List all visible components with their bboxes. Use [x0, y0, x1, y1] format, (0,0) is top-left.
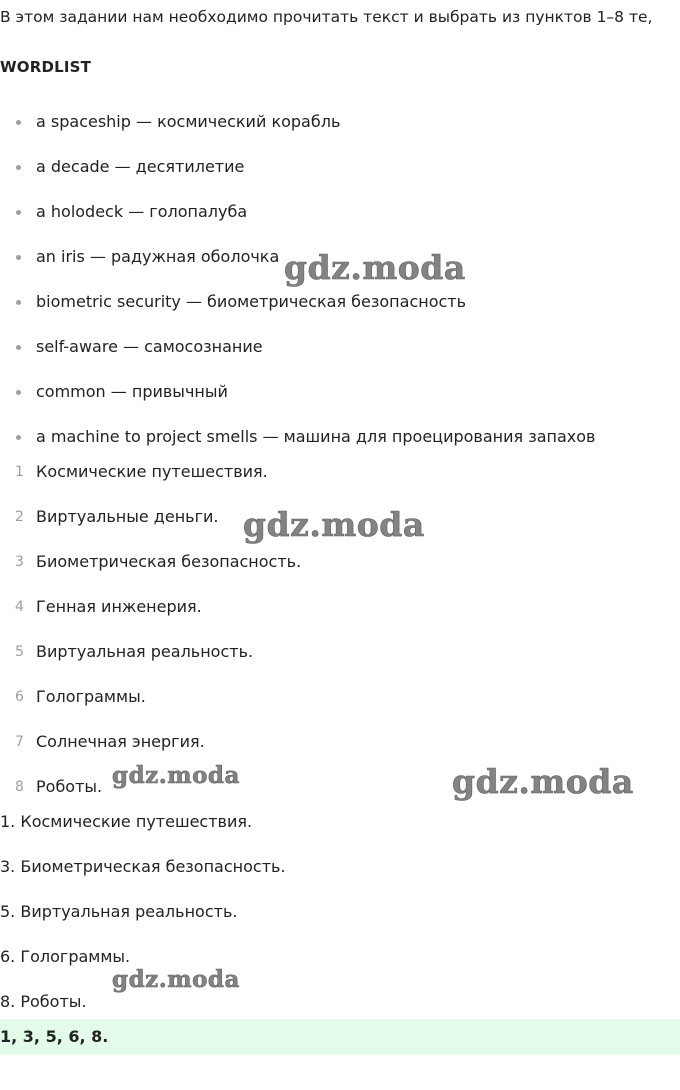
wordlist-item-text: a holodeck — голопалуба — [36, 202, 248, 221]
option-number: 1 — [15, 464, 24, 480]
watermark-logo: gdz.moda — [112, 762, 240, 789]
answer-item: 3. Биометрическая безопасность. — [0, 857, 286, 876]
wordlist-item-text: common — привычный — [36, 382, 228, 401]
wordlist-item-text: a machine to project smells — машина для проецирования запахов — [36, 427, 596, 446]
final-answer: 1, 3, 5, 6, 8. — [0, 1027, 109, 1046]
intro-text: В этом задании нам необходимо прочитать текст и выбрать из пунктов 1–8 те, — [0, 8, 653, 26]
bullet-icon — [16, 300, 21, 305]
option-text: Виртуальная реальность. — [36, 642, 254, 661]
option-text: Космические путешествия. — [36, 462, 268, 481]
bullet-icon — [16, 390, 21, 395]
bullet-icon — [16, 345, 21, 350]
wordlist-item-text: a decade — десятилетие — [36, 157, 245, 176]
bullet-icon — [16, 435, 21, 440]
option-text: Генная инженерия. — [36, 597, 202, 616]
option-number: 4 — [15, 599, 24, 615]
wordlist-item-text: a spaceship — космический корабль — [36, 112, 341, 131]
watermark-logo: gdz.moda — [112, 966, 240, 993]
wordlist-item-text: self-aware — самосознание — [36, 337, 263, 356]
bullet-icon — [16, 210, 21, 215]
wordlist-item-text: an iris — радужная оболочка — [36, 247, 280, 266]
bullet-icon — [16, 120, 21, 125]
wordlist-item-text: biometric security — биометрическая безопасность — [36, 292, 467, 311]
option-number: 3 — [15, 554, 24, 570]
option-number: 2 — [15, 509, 24, 525]
bullet-icon — [16, 165, 21, 170]
wordlist-heading: WORDLIST — [0, 58, 92, 76]
watermark-logo: gdz.moda — [452, 762, 634, 801]
answer-item: 8. Роботы. — [0, 992, 87, 1011]
answer-item: 1. Космические путешествия. — [0, 812, 253, 831]
option-number: 5 — [15, 644, 24, 660]
bullet-icon — [16, 255, 21, 260]
option-number: 8 — [15, 779, 24, 795]
option-text: Голограммы. — [36, 687, 146, 706]
watermark-logo: gdz.moda — [243, 505, 425, 544]
answer-item: 6. Голограммы. — [0, 947, 131, 966]
answer-item: 5. Виртуальная реальность. — [0, 902, 238, 921]
watermark-logo: gdz.moda — [284, 248, 466, 287]
option-number: 7 — [15, 734, 24, 750]
option-text: Биометрическая безопасность. — [36, 552, 302, 571]
option-text: Виртуальные деньги. — [36, 507, 219, 526]
final-answer-box — [0, 1019, 680, 1055]
option-text: Солнечная энергия. — [36, 732, 205, 751]
option-text: Роботы. — [36, 777, 103, 796]
option-number: 6 — [15, 689, 24, 705]
